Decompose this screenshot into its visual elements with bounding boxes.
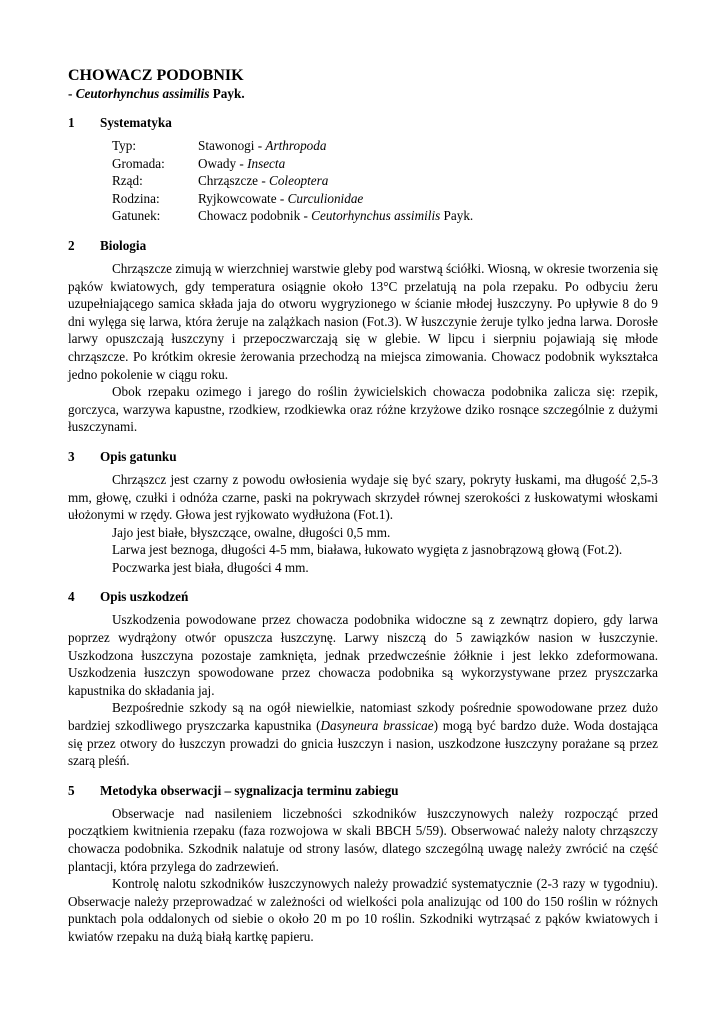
damage-section (68, 611, 658, 769)
paragraph: Chrząszcze zimują w wierzchniej warstwie gleby pod warstwą ściółki. Wiosną, w okresie tworzenia się pąków kwiatowych, gdy temperatura osiągnie około 13°C przelatują na pola rzepaku. Po odbyciu żeru uzupełniającego samica składa jaja do otworu wygryzionego w ścianie młodej łuszczyny. Po upływie 8 do 9 dni wylęga się larwa, która żeruje na zalążkach nasion (Fot.3). W łuszczynie żeruje tylko jedna larwa. Dorosłe larwy opuszczają łuszczyny i przepoczwarczają się w glebie. W lipcu i sierpniu pojawiają się młode chrząszcze. Po krótkim okresie żerowania przechodzą na miejsca zimowania. Chowacz podobnik wykształca jedno pokolenie w ciągu roku. (68, 260, 658, 382)
section-heading-methods (68, 782, 658, 799)
section-heading-description (68, 448, 658, 465)
section-title: Metodyka obserwacji – sygnalizacja terminu zabiegu (100, 782, 399, 798)
paragraph: Kontrolę nalotu szkodników łuszczynowych należy prowadzić systematycznie (2-3 razy w tygodniu). Obserwacje należy przeprowadzać w zależności od wielkości pola analizując od 100 do 150 roślin w różnych punktach pola oddalonych od siebie o około 20 m po 10 roślin. Szkodniki wytrząsać z pąków kwiatowych i kwiatów rzepaku na dużą białą kartkę papieru. (68, 876, 658, 944)
section-number: 4 (68, 589, 75, 605)
latin-name: Dasyneura brassicae (320, 718, 434, 734)
methods-section (68, 805, 658, 946)
taxonomy-key: Rząd: (112, 173, 143, 189)
taxonomy-value: Ryjkowcowate - Curculionidae (198, 190, 364, 206)
paragraph: Bezpośrednie szkody są na ogół niewielkie, natomiast szkody pośrednie spowodowane przez dużo bardziej szkodliwego pryszczarka kapustnika (Dasyneura brassicae) mogą być bardzo duże. Woda dostająca się przez otwory do łuszczyn prowadzi do gnicia łuszczyn i nasion, uszkodzone łuszczyny porażane są przez szarą pleśń. (68, 700, 658, 769)
section-number: 5 (68, 782, 75, 798)
taxonomy-row (112, 207, 658, 225)
taxonomy-row (112, 137, 658, 155)
section-heading-systematics (68, 114, 658, 131)
section-title: Opis gatunku (100, 448, 177, 464)
taxonomy-key: Gromada: (112, 155, 165, 171)
section-heading-biology (68, 237, 658, 254)
paragraph-pupa: Poczwarka jest biała, długości 4 mm. (112, 559, 309, 575)
paragraph-larva: Larwa jest beznoga, długości 4-5 mm, biaława, łukowato wygięta z jasnobrązową głową (Fot.2). (112, 542, 623, 558)
section-number: 1 (68, 115, 75, 130)
section-number: 2 (68, 237, 75, 253)
document-subtitle (68, 85, 658, 102)
taxonomy-row (112, 190, 658, 208)
paragraph: Uszkodzenia powodowane przez chowacza podobnika widoczne są z zewnątrz dopiero, gdy larwa poprzez wydrążony otwór opuszcza łuszczynę. Larwy niszczą do 5 zawiązków nasion w łuszczynie. Uszkodzona łuszczyna pozostaje zamknięta, jednak przedwcześnie żółknie i jest lekko zdeformowana. Uszkodzenia łuszczyn spowodowane przez chowacza podobnika są wykorzystywane przez pryszczarka kapustnika do składania jaj. (68, 612, 658, 698)
taxonomy-value: Stawonogi - Arthropoda (198, 138, 327, 153)
taxonomy-table (112, 137, 658, 225)
taxonomy-value: Chowacz podobnik - Ceutorhynchus assimilis Payk. (198, 208, 474, 224)
taxonomy-key: Typ: (112, 138, 136, 153)
document-title: CHOWACZ PODOBNIK (68, 67, 244, 84)
taxonomy-key: Gatunek: (112, 208, 161, 224)
paragraph: Obok rzepaku ozimego i jarego do roślin żywicielskich chowacza podobnika zalicza się: rzepik, gorczyca, warzywa kapustne, rzodkiew, rzodkiewka oraz różne krzyżowe dziko rosnące szczególnie z dużymi łuszczynami. (68, 384, 658, 435)
section-title: Biologia (100, 237, 147, 253)
document-page (68, 66, 658, 958)
paragraph: Chrząszcz jest czarny z powodu owłosienia wydaje się być szary, pokryty łuskami, ma długość 2,5-3 mm, głowę, czułki i odnóża czarne, paski na pokrywach skrzydeł równej szerokości z łuskowatymi włoskami ułożonymi w rzędy. Głowa jest ryjkowato wydłużona (Fot.1). (68, 471, 658, 523)
section-heading-damage (68, 588, 658, 605)
taxonomy-row (112, 172, 658, 190)
subtitle-latin-name: Ceutorhynchus assimilis (75, 86, 210, 101)
section-number: 3 (68, 448, 75, 464)
taxonomy-key: Rodzina: (112, 190, 160, 206)
section-title: Systematyka (100, 115, 172, 130)
section-title: Opis uszkodzeń (100, 589, 189, 605)
description-section (68, 471, 658, 577)
biology-section (68, 260, 658, 436)
subtitle-suffix: Payk. (209, 86, 245, 101)
paragraph: Obserwacje nad nasileniem liczebności szkodników łuszczynowych należy rozpocząć przed początkiem kwitnienia rzepaku (faza rozwojowa w skali BBCH 5/59). Obserwować należy naloty chrząszczy chowacza podobnika. Szkodnik nalatuje od strony lasów, dlatego szczególną uwagę należy zwrócić na część plantacji, która przylega do zadrzewień. (68, 805, 658, 874)
paragraph-egg: Jajo jest białe, błyszczące, owalne, długości 0,5 mm. (112, 524, 391, 540)
taxonomy-row (112, 155, 658, 173)
taxonomy-value: Chrząszcze - Coleoptera (198, 173, 329, 189)
taxonomy-value: Owady - Insecta (198, 155, 286, 171)
subtitle-prefix: - (68, 86, 76, 101)
